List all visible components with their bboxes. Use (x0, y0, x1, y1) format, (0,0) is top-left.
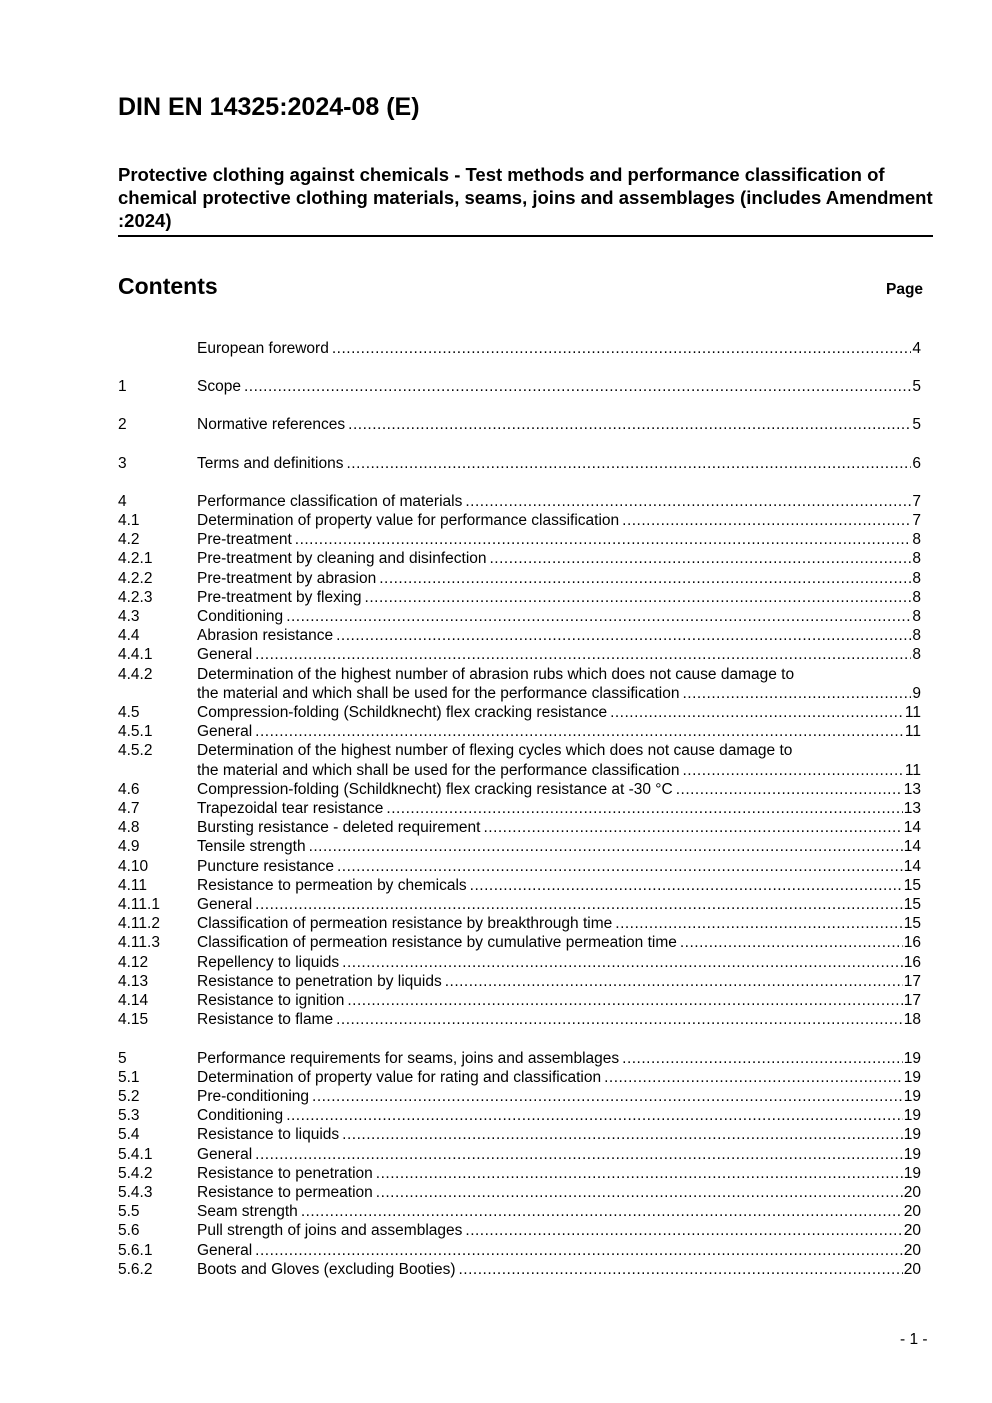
toc-entry-page: 11 (904, 723, 921, 741)
toc-entry-title: Compression-folding (Schildknecht) flex cracking resistance at -30 °C (197, 780, 673, 798)
toc-entry-number: 4.6 (118, 780, 140, 798)
toc-entry-number: 4.2.1 (118, 550, 153, 568)
toc-entry-number: 5.6.1 (118, 1241, 153, 1259)
toc-dot-leader (342, 1125, 903, 1144)
toc-dot-leader (682, 761, 903, 780)
toc-entry-page: 6 (912, 454, 921, 472)
toc-entry-title: Conditioning (197, 608, 284, 626)
toc-entry[interactable] (118, 1221, 921, 1240)
toc-entry-page: 19 (903, 1107, 921, 1125)
toc-entry[interactable] (118, 818, 921, 837)
toc-entry-page: 19 (903, 1049, 921, 1067)
toc-entry-number: 4 (118, 492, 127, 510)
toc-entry-title: General (197, 646, 253, 664)
toc-entry-page: 5 (912, 416, 921, 434)
toc-entry[interactable] (118, 377, 921, 396)
toc-entry-title-continuation: the material and which shall be used for the performance classification (197, 684, 680, 702)
toc-entry-title: Compression-folding (Schildknecht) flex cracking resistance (197, 704, 608, 722)
toc-dot-leader (490, 549, 912, 568)
toc-entry-number: 4.2.3 (118, 588, 153, 606)
toc-entry-page: 4 (912, 340, 921, 357)
toc-entry-number: 4.5.2 (118, 742, 153, 760)
toc-entry-title: Seam strength (197, 1203, 298, 1221)
toc-entry-title: Determination of property value for rating and classification (197, 1068, 602, 1086)
toc-dot-leader (255, 645, 911, 664)
toc-entry-number: 5.4.3 (118, 1183, 153, 1201)
toc-entry[interactable] (118, 588, 921, 607)
toc-entry-number: 5.2 (118, 1087, 140, 1105)
toc-dot-leader (347, 991, 902, 1010)
toc-entry[interactable] (118, 607, 921, 626)
toc-entry-title: Resistance to penetration by liquids (197, 972, 442, 990)
toc-entry-title: Resistance to permeation (197, 1183, 373, 1201)
toc-dot-leader (342, 953, 903, 972)
toc-entry[interactable] (118, 1202, 921, 1221)
toc-entry-page: 8 (912, 569, 921, 587)
toc-entry-number: 5 (118, 1049, 127, 1067)
toc-entry-title: Determination of the highest number of abrasion rubs which does not cause damage to (197, 665, 795, 683)
toc-entry-number: 4.13 (118, 972, 149, 990)
toc-dot-leader (255, 1241, 903, 1260)
toc-entry-page: 19 (903, 1126, 921, 1144)
toc-entry-title: Pre-conditioning (197, 1087, 310, 1105)
toc-dot-leader (458, 1260, 902, 1279)
toc-entry-title: Normative references (197, 416, 346, 434)
toc-entry-page: 16 (903, 934, 921, 952)
toc-entry[interactable] (118, 1010, 921, 1029)
toc-entry-page: 7 (912, 512, 921, 530)
toc-entry-page: 15 (903, 915, 921, 933)
toc-dot-leader (465, 492, 911, 511)
toc-entry-number: 4.11.2 (118, 915, 160, 933)
toc-entry[interactable] (118, 665, 921, 703)
toc-entry[interactable] (118, 857, 921, 876)
toc-entry-page: 19 (903, 1145, 921, 1163)
toc-entry-title: Resistance to penetration (197, 1164, 373, 1182)
toc-entry-page: 20 (903, 1260, 921, 1278)
toc-entry-title: Pre-treatment by abrasion (197, 569, 377, 587)
toc-entry[interactable] (118, 511, 921, 530)
toc-entry[interactable] (118, 626, 921, 645)
toc-entry-title: Tensile strength (197, 838, 306, 856)
toc-entry[interactable] (118, 741, 921, 779)
toc-entry-page: 9 (912, 684, 921, 702)
toc-entry-number: 5.6.2 (118, 1260, 153, 1278)
toc-entry-number: 1 (118, 378, 127, 396)
toc-entry-title: Boots and Gloves (excluding Booties) (197, 1260, 456, 1278)
toc-entry-number: 2 (118, 416, 127, 434)
toc-dot-leader (376, 1164, 903, 1183)
toc-entry-page: 8 (912, 608, 921, 626)
toc-dot-leader (312, 1087, 903, 1106)
toc-entry-number: 4.12 (118, 953, 149, 971)
toc-dot-leader (682, 684, 911, 703)
toc-entry-title: Resistance to flame (197, 1011, 334, 1029)
toc-entry-title: Performance classification of materials (197, 492, 463, 510)
toc-entry-number: 4.10 (118, 857, 149, 875)
toc-entry[interactable] (118, 780, 921, 799)
toc-entry-title: Abrasion resistance (197, 627, 334, 645)
toc-entry[interactable] (118, 1183, 921, 1202)
toc-dot-leader (376, 1183, 903, 1202)
toc-entry-number: 5.1 (118, 1068, 140, 1086)
toc-dot-leader (346, 454, 911, 473)
toc-entry[interactable] (118, 1145, 921, 1164)
toc-dot-leader (365, 588, 912, 607)
toc-entry-title: Performance requirements for seams, joins and assemblages (197, 1049, 620, 1067)
toc-entry[interactable] (118, 953, 921, 972)
toc-entry-page: 18 (903, 1011, 921, 1029)
toc-dot-leader (445, 972, 903, 991)
toc-entry-page: 13 (903, 780, 921, 798)
toc-dot-leader (255, 722, 904, 741)
toc-dot-leader (483, 818, 902, 837)
toc-entry-title: Pre-treatment by cleaning and disinfection (197, 550, 487, 568)
toc-dot-leader (286, 1106, 903, 1125)
toc-entry-title: General (197, 896, 253, 914)
toc-entry-page: 5 (912, 378, 921, 396)
toc-entry[interactable] (118, 492, 921, 511)
toc-dot-leader (470, 876, 903, 895)
toc-entry-title: Conditioning (197, 1107, 284, 1125)
toc-entry-page: 11 (904, 761, 921, 779)
toc-entry-number: 4.4.2 (118, 665, 153, 683)
toc-entry-title: Resistance to ignition (197, 992, 345, 1010)
toc-dot-leader (336, 626, 911, 645)
toc-entry[interactable] (118, 895, 921, 914)
toc-entry-number: 4.11 (118, 876, 148, 894)
toc-entry[interactable] (118, 799, 921, 818)
toc-entry[interactable] (118, 569, 921, 588)
toc-entry-number: 5.6 (118, 1222, 140, 1240)
toc-entry-page: 8 (912, 627, 921, 645)
document-subtitle: Protective clothing against chemicals - Test methods and performance classification of chemical protective clothing materials, seams, joins and assemblages (includes Amendment :2024) (118, 163, 933, 237)
contents-heading: Contents (118, 273, 218, 299)
toc-entry-number: 5.4 (118, 1126, 140, 1144)
toc-entry-number: 4.14 (118, 992, 149, 1010)
toc-entry-page: 20 (903, 1222, 921, 1240)
toc-entry[interactable] (118, 1068, 921, 1087)
toc-entry-title: Classification of permeation resistance by breakthrough time (197, 915, 613, 933)
toc-entry-page: 11 (904, 704, 921, 722)
toc-entry-number: 5.4.1 (118, 1145, 153, 1163)
toc-dot-leader (622, 1049, 903, 1068)
toc-entry-page: 8 (912, 531, 921, 549)
toc-dot-leader (337, 857, 903, 876)
toc-entry-title: Pull strength of joins and assemblages (197, 1222, 463, 1240)
toc-dot-leader (336, 1010, 903, 1029)
toc-entry-page: 17 (903, 992, 921, 1010)
table-of-contents (118, 339, 921, 1279)
toc-dot-leader (348, 415, 911, 434)
toc-dot-leader (295, 530, 912, 549)
toc-entry[interactable] (118, 1125, 921, 1144)
toc-entry-number: 4.4.1 (118, 646, 153, 664)
toc-entry-page: 8 (912, 588, 921, 606)
page-column-label: Page (886, 281, 924, 298)
toc-entry[interactable] (118, 703, 921, 722)
toc-entry-page: 7 (912, 492, 921, 510)
toc-entry-title: European foreword (197, 340, 329, 357)
toc-entry[interactable] (118, 914, 921, 933)
toc-entry-title: Terms and definitions (197, 454, 344, 472)
toc-entry-number: 4.1 (118, 512, 140, 530)
toc-entry[interactable] (118, 722, 921, 741)
toc-entry-number: 4.5.1 (118, 723, 153, 741)
toc-entry-title-continuation: the material and which shall be used for the performance classification (197, 761, 680, 779)
toc-dot-leader (610, 703, 904, 722)
toc-dot-leader (301, 1202, 903, 1221)
document-title: DIN EN 14325:2024-08 (E) (118, 93, 420, 121)
toc-dot-leader (676, 780, 903, 799)
toc-entry-page: 19 (903, 1164, 921, 1182)
toc-entry-number: 4.8 (118, 819, 140, 837)
toc-entry-page: 20 (903, 1183, 921, 1201)
toc-entry-page: 14 (903, 838, 921, 856)
toc-entry-title: General (197, 1145, 253, 1163)
toc-entry-title: Bursting resistance - deleted requirement (197, 819, 481, 837)
toc-entry-page: 19 (903, 1068, 921, 1086)
toc-dot-leader (379, 569, 911, 588)
toc-dot-leader (465, 1221, 902, 1240)
toc-entry-title: Trapezoidal tear resistance (197, 800, 384, 818)
toc-dot-leader (255, 1145, 903, 1164)
toc-entry[interactable] (118, 339, 921, 358)
toc-entry[interactable] (118, 530, 921, 549)
toc-entry-number: 4.11.1 (118, 896, 160, 914)
toc-entry-title: Resistance to liquids (197, 1126, 340, 1144)
toc-dot-leader (309, 837, 903, 856)
toc-dot-leader (622, 511, 911, 530)
toc-entry-number: 4.7 (118, 800, 140, 818)
toc-entry-number: 5.4.2 (118, 1164, 153, 1182)
toc-entry[interactable] (118, 991, 921, 1010)
toc-entry-title: Classification of permeation resistance by cumulative permeation time (197, 934, 677, 952)
toc-entry-title: General (197, 1241, 253, 1259)
toc-entry-number: 4.2.2 (118, 569, 153, 587)
toc-entry-number: 3 (118, 454, 127, 472)
toc-dot-leader (615, 914, 902, 933)
toc-entry-title: Scope (197, 378, 241, 396)
toc-entry-number: 4.2 (118, 531, 140, 549)
toc-entry[interactable] (118, 1106, 921, 1125)
toc-entry-number: 4.9 (118, 838, 140, 856)
toc-dot-leader (604, 1068, 903, 1087)
toc-entry-number: 4.11.3 (118, 934, 160, 952)
page-number: - 1 - (900, 1331, 928, 1348)
toc-entry-title: Repellency to liquids (197, 953, 340, 971)
toc-entry-page: 8 (912, 550, 921, 568)
toc-entry-page: 15 (903, 876, 921, 894)
toc-entry[interactable] (118, 1087, 921, 1106)
toc-entry[interactable] (118, 1260, 921, 1279)
toc-entry-page: 20 (903, 1203, 921, 1221)
toc-entry-page: 8 (912, 646, 921, 664)
toc-entry-page: 16 (903, 953, 921, 971)
toc-entry-number: 4.5 (118, 704, 140, 722)
toc-entry-number: 4.4 (118, 627, 140, 645)
toc-dot-leader (255, 895, 903, 914)
toc-entry[interactable] (118, 933, 921, 952)
toc-entry-page: 14 (903, 819, 921, 837)
toc-entry-title: Resistance to permeation by chemicals (197, 876, 467, 894)
toc-dot-leader (286, 607, 911, 626)
toc-entry-number: 5.5 (118, 1203, 140, 1221)
toc-entry[interactable] (118, 972, 921, 991)
toc-entry[interactable] (118, 1049, 921, 1068)
toc-entry-page: 13 (903, 800, 921, 818)
toc-entry[interactable] (118, 645, 921, 664)
toc-entry[interactable] (118, 1164, 921, 1183)
toc-entry-title: Determination of property value for performance classification (197, 512, 620, 530)
toc-dot-leader (680, 933, 903, 952)
toc-entry-page: 19 (903, 1087, 921, 1105)
toc-entry-number: 4.15 (118, 1011, 149, 1029)
toc-entry[interactable] (118, 1241, 921, 1260)
toc-entry-page: 15 (903, 896, 921, 914)
toc-entry[interactable] (118, 415, 921, 434)
toc-entry-title: Pre-treatment by flexing (197, 588, 362, 606)
toc-entry[interactable] (118, 876, 921, 895)
toc-entry[interactable] (118, 837, 921, 856)
toc-entry-title: General (197, 723, 253, 741)
toc-entry[interactable] (118, 549, 921, 568)
toc-entry-page: 17 (903, 972, 921, 990)
toc-entry-number: 5.3 (118, 1107, 140, 1125)
toc-dot-leader (386, 799, 902, 818)
toc-dot-leader (332, 339, 912, 358)
toc-dot-leader (244, 377, 911, 396)
toc-entry[interactable] (118, 454, 921, 473)
toc-entry-page: 20 (903, 1241, 921, 1259)
toc-entry-number: 4.3 (118, 608, 140, 626)
toc-entry-page: 14 (903, 857, 921, 875)
toc-entry-title: Pre-treatment (197, 531, 292, 549)
toc-entry-title: Determination of the highest number of flexing cycles which does not cause damage to (197, 742, 793, 760)
toc-entry-title: Puncture resistance (197, 857, 334, 875)
